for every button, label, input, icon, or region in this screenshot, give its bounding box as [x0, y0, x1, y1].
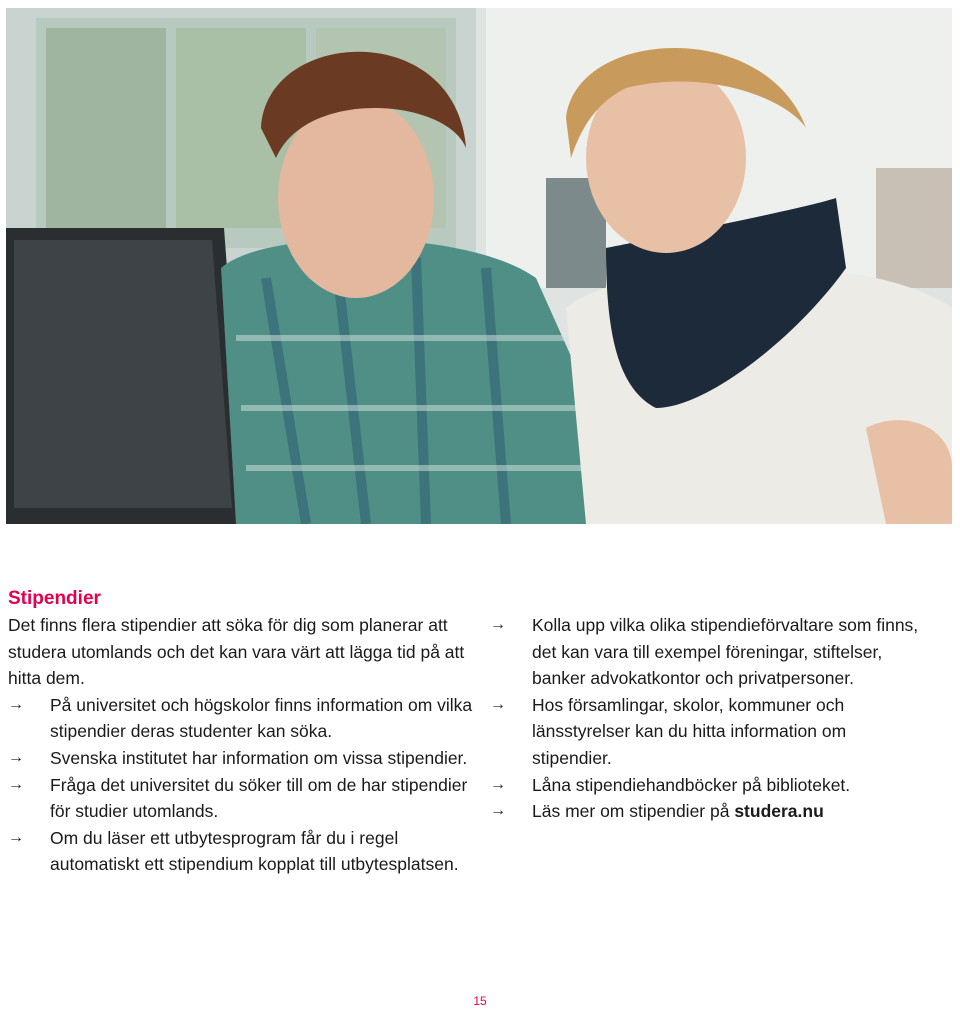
- intro-text: Det finns flera stipendier att söka för dig som planerar att studera utomlands och det kan vara värt att lägga tid på att hitta dem.: [8, 615, 465, 689]
- arrow-right-icon: →: [8, 775, 24, 793]
- arrow-right-icon: →: [8, 828, 24, 846]
- arrow-right-icon: →: [490, 802, 506, 820]
- last-bullet-text: Läs mer om stipendier på: [532, 801, 735, 822]
- list-item: → Kolla upp vilka olika stipendieförvaltare som finns, det kan vara till exempel föreningar, stiftelser, banker advokatkontor och privatpersoner.: [490, 612, 930, 692]
- right-bullet-list: [490, 612, 930, 825]
- list-item: → Om du läser ett utbytesprogram får du i regel automatiskt ett stipendium kopplat till utbytesplatsen.: [8, 825, 478, 878]
- list-item: → Hos församlingar, skolor, kommuner och länsstyrelser kan du hitta information om stipendier.: [490, 692, 930, 772]
- section-title: Stipendier: [8, 588, 101, 609]
- list-item: → Låna stipendiehandböcker på biblioteket.: [490, 772, 930, 799]
- arrow-right-icon: →: [490, 775, 506, 793]
- list-item: → På universitet och högskolor finns information om vilka stipendier deras studenter kan söka.: [8, 692, 478, 745]
- arrow-right-icon: →: [8, 695, 24, 713]
- page-number: 15: [473, 994, 487, 1008]
- left-bullet-list: [8, 692, 478, 878]
- left-column: [8, 586, 478, 878]
- arrow-right-icon: →: [490, 616, 506, 633]
- hero-photo: [6, 8, 952, 524]
- list-item: → Fråga det universitet du söker till om de har stipendier för studier utomlands.: [8, 772, 478, 825]
- arrow-right-icon: →: [490, 695, 506, 713]
- list-item: [490, 798, 930, 825]
- list-item: → Svenska institutet har information om vissa stipendier.: [8, 745, 478, 772]
- arrow-right-icon: →: [8, 748, 24, 766]
- right-column: [490, 612, 930, 825]
- studera-link[interactable]: studera.nu: [734, 801, 824, 822]
